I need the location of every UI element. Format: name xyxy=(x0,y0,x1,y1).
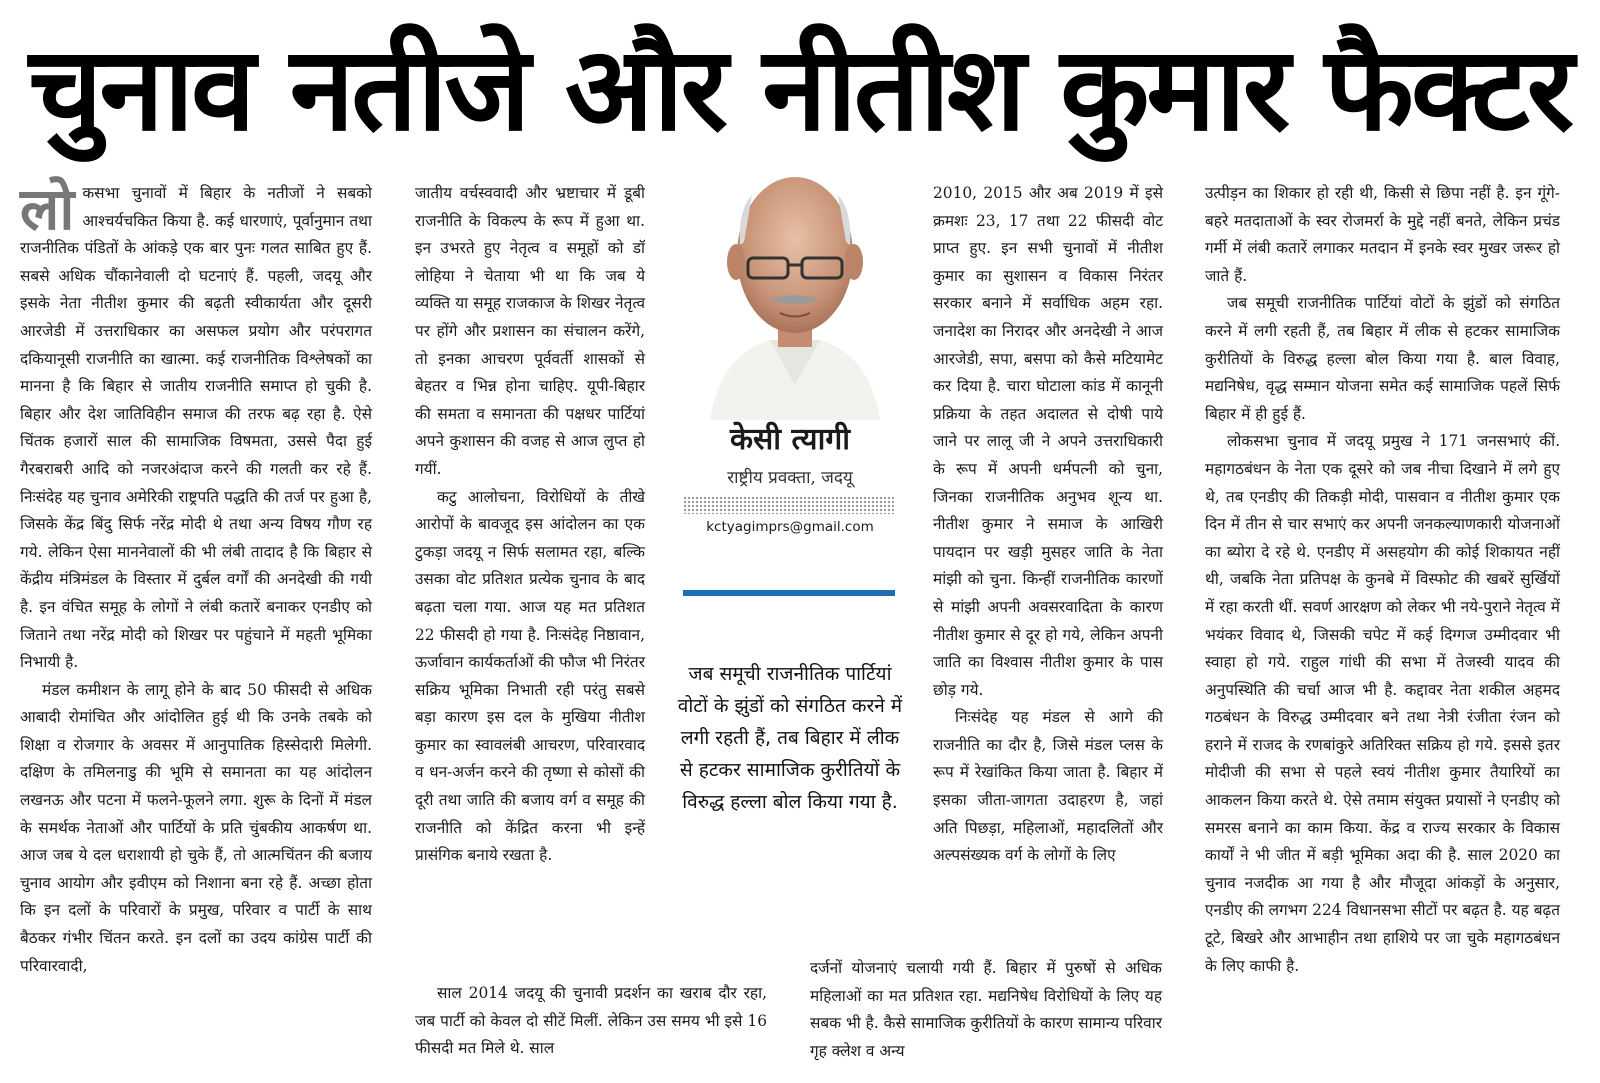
article-column-2-bottom xyxy=(415,980,767,1080)
paragraph-text: कसभा चुनावों में बिहार के नतीजों ने सबको आश्चर्यचकित किया है. कई धारणाएं, पूर्वानुमान तथा राजनीतिक पंडितों के आंकड़े एक बार पुनः गलत साबित हुए हैं. सबसे अधिक चौंकानेवाली दो घटनाएं हैं. पहली, जदयू और इसके नेता नीतीश कुमार की बढ़ती स्वीकार्यता और दूसरी आरजेडी में उत्तराधिकार का असफल प्रयोग और परंपरागत दकियानूसी राजनीति का खात्मा. कई राजनीतिक विश्लेषकों का मानना है कि बिहार से जातीय राजनीति समाप्त हो चुकी है. बिहार और देश जातिविहीन समाज की तरफ बढ़ रहा है. ऐसे चिंतक हजारों साल की सामाजिक विषमता, उससे पैदा हुई गैरबराबरी आदि को नजरअंदाज करने की गलती कर रहे हैं. निःसंदेह यह चुनाव अमेरिकी राष्ट्रपति पद्धति की तर्ज पर हुआ है, जिसके केंद्र बिंदु सिर्फ नरेंद्र मोदी थे तथा अन्य विषय गौण रह गये. लेकिन ऐसा माननेवालों की भी लंबी तादाद है कि बिहार से केंद्रीय मंत्रिमंडल के विस्तार में दुर्बल वर्गों की अनदेखी की गयी है. इन वंचित समूह के लोगों ने लंबी कतारें बनाकर एनडीए को जिताने तथा नरेंद्र मोदी को शिखर पर पहुंचाने में महती भूमिका निभायी है. xyxy=(20,184,372,672)
paragraph: साल 2014 जदयू की चुनावी प्रदर्शन का खराब दौर रहा, जब पार्टी को केवल दो सीटें मिलीं. लेकिन उस समय भी इसे 16 फीसदी मत मिले थे. साल xyxy=(415,984,767,1058)
blue-divider xyxy=(683,590,895,596)
article-column-2 xyxy=(415,180,645,970)
paragraph: उत्पीड़न का शिकार हो रही थी, किसी से छिपा नहीं है. इन गूंगे-बहरे मतदाताओं के स्वर रोजमर्रा के मुद्दे नहीं बनते, लेकिन प्रचंड गर्मी में लंबी कतारें लगाकर मतदान में इनके स्वर मुखर जरूर हो जाते हैं. xyxy=(1205,184,1560,285)
paragraph: कटु आलोचना, विरोधियों के तीखे आरोपों के बावजूद इस आंदोलन का एक टुकड़ा जदयू न सिर्फ सलामत रहा, बल्कि उसका वोट प्रतिशत प्रत्येक चुनाव के बाद बढ़ता चला गया. आज यह मत प्रतिशत 22 फीसदी हो गया है. निःसंदेह निष्ठावान, ऊर्जावान कार्यकर्ताओं की फौज भी निरंतर सक्रिय भूमिका निभाती रही परंतु सबसे बड़ा कारण इस दल के मुखिया नीतीश कुमार का स्वावलंबी आचरण, परिवारवाद व धन-अर्जन करने की तृष्णा से कोसों की दूरी तथा जाति की बजाय वर्ग व समूह की राजनीति को केंद्रित करना भी इन्हें प्रासंगिक बनाये रखता है. xyxy=(415,487,645,865)
article-column-3-bottom xyxy=(810,955,1162,1083)
author-email[interactable]: kctyagimprs@gmail.com xyxy=(706,519,874,535)
article-column-4 xyxy=(1205,180,1560,1080)
paragraph: जब समूची राजनीतिक पार्टियां वोटों के झुंडों को संगठित करने में लगी रहती हैं, तब बिहार में लीक से हटकर सामाजिक कुरीतियों के विरुद्ध हल्ला बोल किया गया है. बाल विवाह, मद्यनिषेध, वृद्ध सम्मान योजना समेत कई सामाजिक पहलें सिर्फ बिहार में ही हुई हैं. xyxy=(1205,294,1560,423)
paragraph: लोकसभा चुनाव में जदयू प्रमुख ने 171 जनसभाएं कीं. महागठबंधन के नेता एक दूसरे को जब नीचा दिखाने में लगे हुए थे, तब एनडीए की तिकड़ी मोदी, पासवान व नीतीश कुमार एक दिन में तीन से चार सभाएं कर अपनी जनकल्याणकारी योजनाओं का ब्योरा दे रहे थे. एनडीए में असहयोग की कोई शिकायत नहीं थी, जबकि नेता प्रतिपक्ष के कुनबे में विस्फोट की खबरें सुर्खियों में रहा करती थीं. सवर्ण आरक्षण को लेकर भी नये-पुराने नेतृत्व में भयंकर विवाद थे, जिसकी चपेट में कई दिग्गज उम्मीदवार भी स्वाहा हो गये. राहुल गांधी की सभा में तेजस्वी यादव की अनुपस्थिति की चर्चा आज भी है. कद्दावर नेता शकील अहमद गठबंधन के विरुद्ध उम्मीदवार बने तथा नेत्री रंजीता रंजन को हराने में राजद के रणबांकुरे अतिरिक्त सक्रिय हो गये. इससे इतर मोदीजी की सभा से पहले स्वयं नीतीश कुमार तैयारियों का आकलन किया करते थे. ऐसे तमाम संयुक्त प्रयासों ने एनडीए को समरस बनाने का काम किया. केंद्र व राज्य सरकार के विकास कार्यों ने भी जीत में बड़ी भूमिका अदा की है. साल 2020 का चुनाव नजदीक आ गया है और मौजूदा आंकड़ों के अनुसार, एनडीए की लगभग 224 विधानसभा सीटों पर बढ़त है. यह बढ़त टूटे, बिखरे और आभाहीन तथा हाशिये पर जा चुके महागठबंधन के लिए काफी है. xyxy=(1205,432,1560,975)
paragraph: मंडल कमीशन के लागू होने के बाद 50 फीसदी से अधिक आबादी रोमांचित और आंदोलित हुई थी कि उनके तबके को शिक्षा व रोजगार के अवसर में आनुपातिक हिस्सेदारी मिलेगी. दक्षिण के तमिलनाडु की भूमि से समानता का यह आंदोलन लखनऊ और पटना में फलने-फूलने लगा. शुरू के दिनों में मंडल के समर्थक नेताओं और पार्टियों के प्रति चुंबकीय आकर्षण था. आज जब ये दल धराशायी हो चुके हैं, तो आत्मचिंतन की बजाय चुनाव आयोग और इवीएम को निशाना बना रहे हैं. अच्छा होता कि इन दलों के परिवारों के प्रमुख, परिवार व पार्टी के साथ बैठकर गंभीर चिंतन करते. इन दलों का उदय कांग्रेस पार्टी की परिवारवादी, xyxy=(20,680,372,975)
author-name: केसी त्यागी xyxy=(729,422,851,457)
paragraph: जातीय वर्चस्ववादी और भ्रष्टाचार में डूबी राजनीति के विकल्प के रूप में हुआ था. इन उभरते हुए नेतृत्व व समूहों को डॉ लोहिया ने चेताया भी था कि जब ये व्यक्ति या समूह राजकाज के शिखर नेतृत्व पर होंगे और प्रशासन का संचालन करेंगे, तो इनका आचरण पूर्ववर्ती शासकों से बेहतर व भिन्न होना चाहिए. यूपी-बिहार की समता व समानता की पक्षधर पार्टियां अपने कुशासन की वजह से आज लुप्त हो गयीं. xyxy=(415,184,645,478)
paragraph: निःसंदेह यह मंडल से आगे की राजनीति का दौर है, जिसे मंडल प्लस के रूप में रेखांकित किया जाता है. बिहार में इसका जीता-जागता उदाहरण है, जहां अति पिछड़ा, महिलाओं, महादलितों और अल्पसंख्यक वर्ग के लोगों के लिए xyxy=(933,708,1163,865)
pull-quote: जब समूची राजनीतिक पार्टियां वोटों के झुंडों को संगठित करने में लगी रहती हैं, तब बिहार में लीक से हटकर सामाजिक कुरीतियों के विरुद्ध हल्ला बोल किया गया है. xyxy=(677,663,903,813)
dropcap: लो xyxy=(20,175,75,243)
article-column-3 xyxy=(933,180,1163,865)
headline: चुनाव नतीजे और नीतीश कुमार फैक्टर xyxy=(28,22,1572,157)
dotted-divider xyxy=(683,496,895,514)
paragraph: 2010, 2015 और अब 2019 में इसे क्रमशः 23, 17 तथा 22 फीसदी वोट प्राप्त हुए. इन सभी चुनावों में नीतीश कुमार का सुशासन व विकास निरंतर सरकार बनाने में सर्वाधिक अहम रहा. जनादेश का निरादर और अनदेखी ने आज आरजेडी, सपा, बसपा को कैसे मटियामेट कर दिया है. चारा घोटाला कांड में कानूनी प्रक्रिया के तहत अदालत से दोषी पाये जाने पर लालू जी ने अपने उत्तराधिकारी के रूप में अपनी धर्मपत्नी को चुना, जिनका राजनीतिक अनुभव शून्य था. नीतीश कुमार ने समाज के आखिरी पायदान पर खड़ी मुसहर जाति के नेता मांझी को चुना. किन्हीं राजनीतिक कारणों से मांझी अपनी अवसरवादिता के कारण नीतीश कुमार से दूर हो गये, लेकिन अपनी जाति का विश्वास नीतीश कुमार के पास छोड़ गये. xyxy=(933,184,1163,699)
article-column-1 xyxy=(20,175,372,1080)
author-photo xyxy=(700,150,890,420)
author-role: राष्ट्रीय प्रवक्ता, जदयू xyxy=(727,468,853,488)
paragraph: दर्जनों योजनाएं चलायी गयी हैं. बिहार में पुरुषों से अधिक महिलाओं का मत प्रतिशत रहा. मद्यनिषेध विरोधियों के लिए यह सबक भी है. कैसे सामाजिक कुरीतियों के कारण सामान्य परिवार गृह क्लेश व अन्य xyxy=(810,959,1162,1060)
paragraph xyxy=(20,175,372,677)
